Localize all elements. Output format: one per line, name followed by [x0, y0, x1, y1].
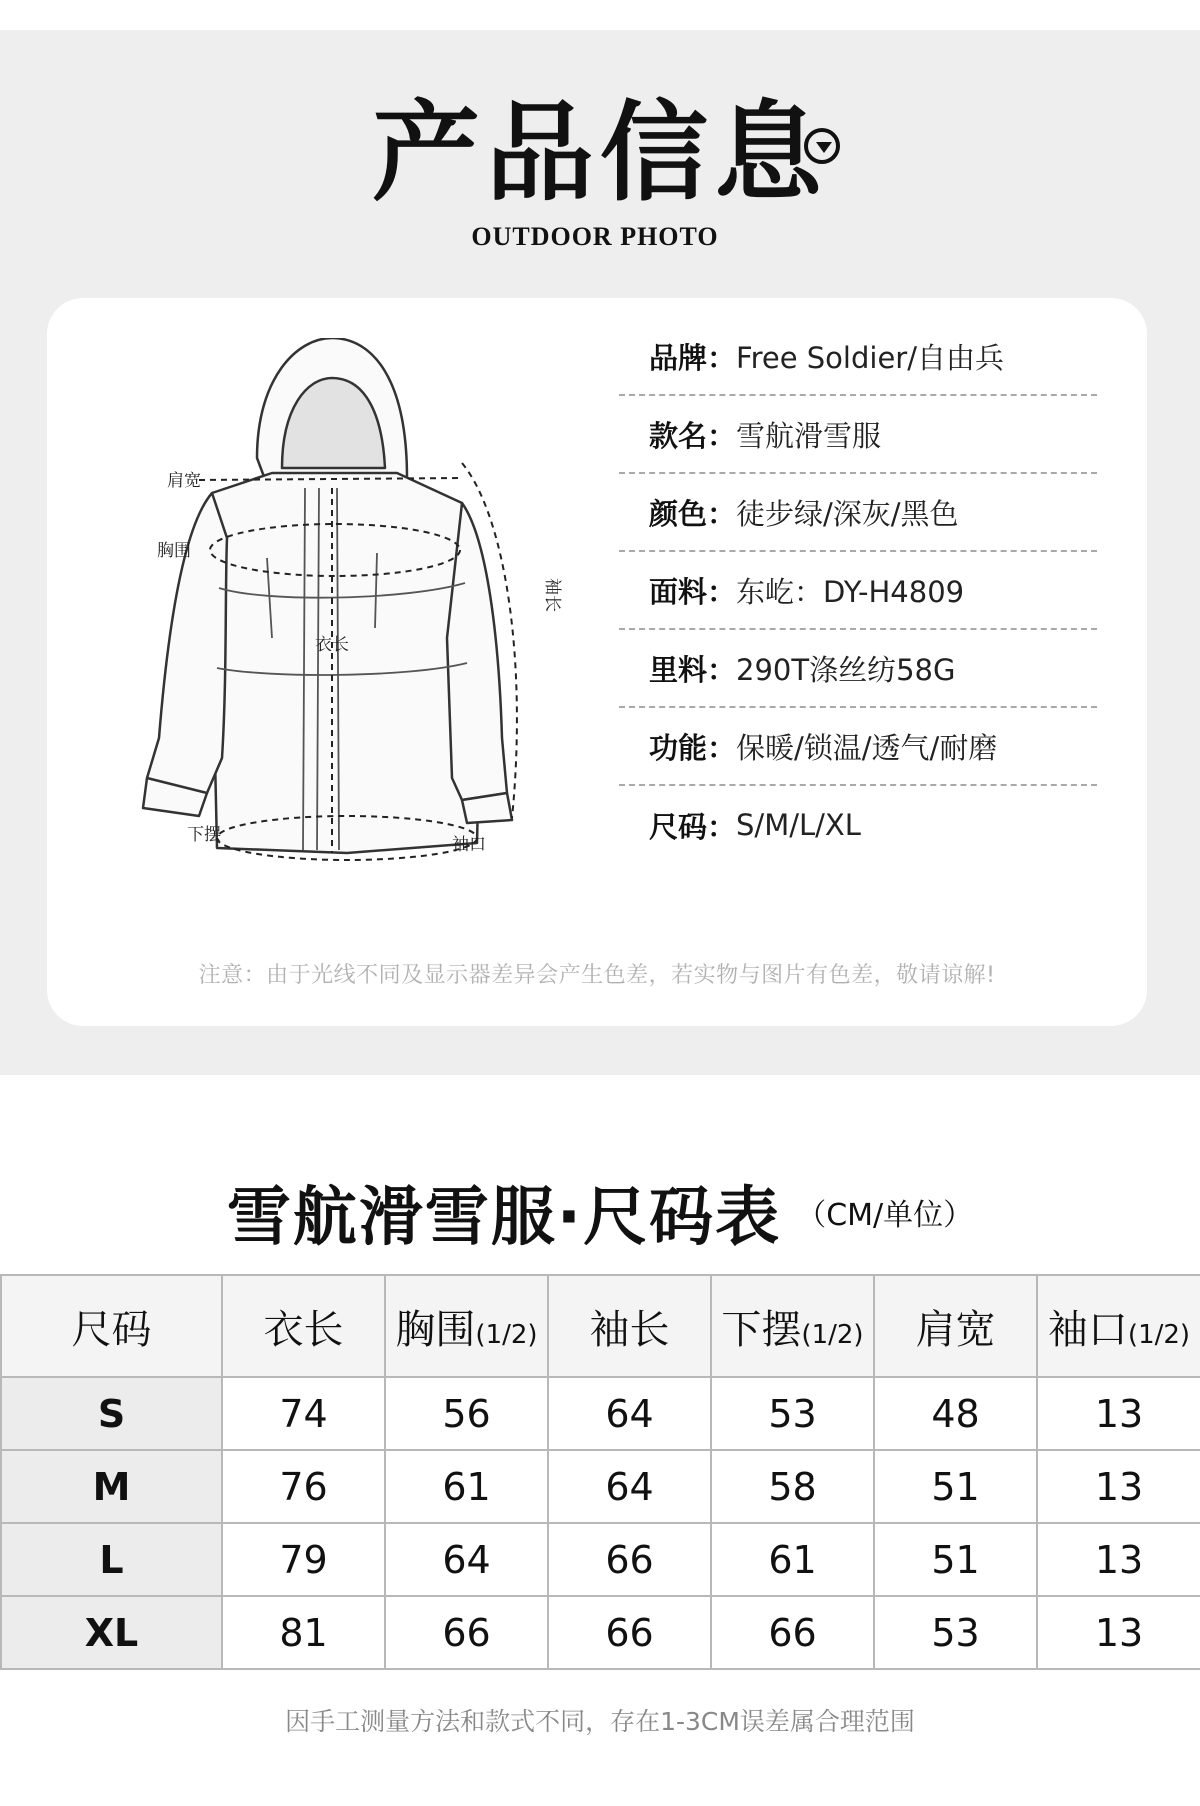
table-cell: 64 [548, 1450, 711, 1523]
table-cell: 53 [874, 1596, 1037, 1669]
header-length: 衣长 [222, 1275, 385, 1377]
table-cell: 79 [222, 1523, 385, 1596]
page-subtitle: OUTDOOR PHOTO [471, 222, 719, 251]
table-cell: 66 [548, 1596, 711, 1669]
spec-value: S/M/L/XL [736, 808, 861, 842]
page-title: 产品信息 [371, 90, 828, 216]
size-cell: L [1, 1523, 222, 1596]
color-disclaimer: 注意：由于光线不同及显示器差异会产生色差，若实物与图片有色差，敬请谅解! [198, 963, 996, 988]
table-cell: 66 [711, 1596, 874, 1669]
table-cell: 66 [385, 1596, 548, 1669]
table-cell: 48 [874, 1377, 1037, 1450]
spec-value: 徒步绿/深灰/黑色 [736, 496, 959, 531]
table-cell: 81 [222, 1596, 385, 1669]
spec-value: 雪航滑雪服 [736, 418, 882, 453]
table-row [1, 1450, 1200, 1523]
table-cell: 61 [385, 1450, 548, 1523]
table-cell: 13 [1037, 1377, 1200, 1450]
spec-label: 颜色： [649, 496, 737, 531]
spec-value: 290T涤丝纺58G [736, 652, 956, 687]
spec-label: 品牌： [649, 340, 737, 375]
size-cell: M [1, 1450, 222, 1523]
table-cell: 64 [385, 1523, 548, 1596]
spec-label: 里料： [649, 652, 737, 687]
table-row [1, 1523, 1200, 1596]
shoulder-label: 肩宽 [167, 471, 201, 490]
size-chart-title: 雪航滑雪服·尺码表 [226, 1181, 782, 1255]
table-row [1, 1596, 1200, 1669]
spec-list [619, 318, 1097, 864]
spec-row-model [619, 396, 1097, 474]
header-size: 尺码 [1, 1275, 222, 1377]
spec-row-lining [619, 630, 1097, 708]
spec-row-size [619, 786, 1097, 864]
cuff-label: 袖口 [452, 835, 486, 854]
table-cell: 61 [711, 1523, 874, 1596]
spec-row-function [619, 708, 1097, 786]
spec-label: 功能： [649, 730, 737, 765]
spec-row-fabric [619, 552, 1097, 630]
table-cell: 13 [1037, 1523, 1200, 1596]
size-table [0, 1274, 1200, 1670]
header-shoulder: 肩宽 [874, 1275, 1037, 1377]
table-cell: 51 [874, 1450, 1037, 1523]
table-row [1, 1377, 1200, 1450]
spec-row-color [619, 474, 1097, 552]
measurement-note: 因手工测量方法和款式不同，存在1-3CM误差属合理范围 [285, 1707, 915, 1736]
size-cell: XL [1, 1596, 222, 1669]
table-cell: 66 [548, 1523, 711, 1596]
header-chest: 胸围(1/2) [385, 1275, 548, 1377]
table-header-row [1, 1275, 1200, 1377]
header-hem: 下摆(1/2) [711, 1275, 874, 1377]
table-cell: 56 [385, 1377, 548, 1450]
product-info-card [47, 298, 1147, 1026]
table-cell: 51 [874, 1523, 1037, 1596]
size-chart-unit: （CM/单位） [796, 1198, 974, 1233]
table-cell: 64 [548, 1377, 711, 1450]
table-cell: 13 [1037, 1596, 1200, 1669]
sleeve-label: 袖长 [543, 578, 562, 612]
spec-value: 保暖/锁温/透气/耐磨 [736, 730, 998, 765]
size-chart-heading [0, 1166, 1200, 1258]
hem-label: 下摆 [187, 825, 221, 844]
spec-value: Free Soldier/自由兵 [736, 340, 1004, 375]
chest-label: 胸围 [157, 541, 191, 560]
spec-value: 东屹：DY-H4809 [736, 574, 965, 609]
table-cell: 53 [711, 1377, 874, 1450]
size-cell: S [1, 1377, 222, 1450]
header-cuff: 袖口(1/2) [1037, 1275, 1200, 1377]
table-cell: 58 [711, 1450, 874, 1523]
spec-label: 款名： [649, 418, 737, 453]
length-label: 衣长 [315, 635, 349, 654]
spec-label: 面料： [649, 574, 737, 609]
table-cell: 74 [222, 1377, 385, 1450]
chevron-down-circle-icon [804, 128, 840, 164]
spec-row-brand [619, 318, 1097, 396]
header-sleeve: 袖长 [548, 1275, 711, 1377]
jacket-sketch-image [107, 338, 567, 878]
table-cell: 13 [1037, 1450, 1200, 1523]
spec-label: 尺码： [649, 809, 737, 844]
table-cell: 76 [222, 1450, 385, 1523]
